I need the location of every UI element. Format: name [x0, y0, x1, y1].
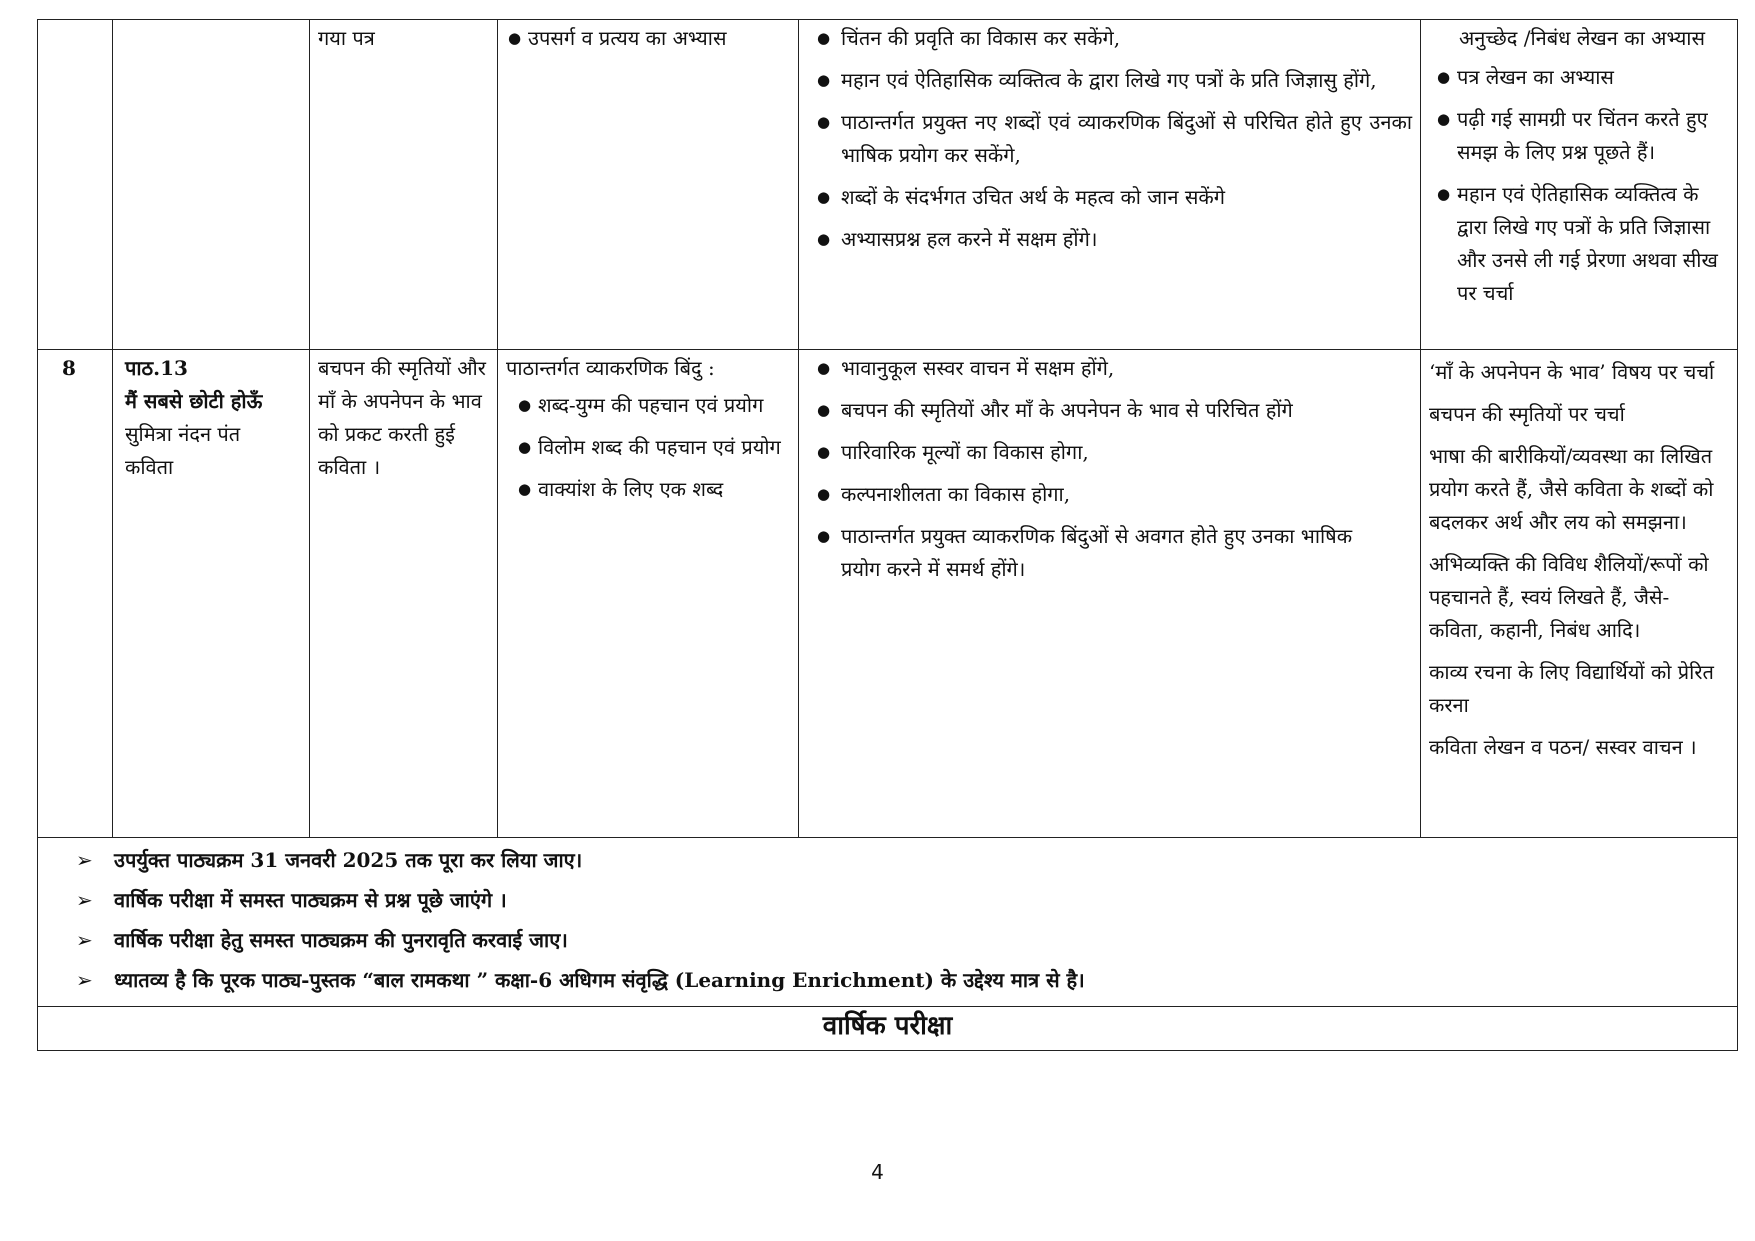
outcome-item: ● शब्दों के संदर्भगत उचित अर्थ के महत्व को जान सकेंगे — [813, 181, 1412, 214]
outcome-item: ● भावानुकूल सस्वर वाचन में सक्षम होंगे, — [813, 352, 1380, 385]
cell-topic — [310, 20, 498, 350]
note-item: ➢ उपर्युक्त पाठ्यक्रम 31 जनवरी 2025 तक पूरा कर लिया जाए। — [76, 840, 1737, 880]
outcome-item: ● पाठान्तर्गत प्रयुक्त व्याकरणिक बिंदुओं से अवगत होते हुए उनका भाषिक प्रयोग करने में समर्थ होंगे। — [813, 520, 1380, 586]
syllabus-table — [37, 19, 1738, 1051]
activity-item: ● पढ़ी गई सामग्री पर चिंतन करते हुए समझ के लिए प्रश्न पूछते हैं। — [1435, 103, 1729, 169]
exam-heading: वार्षिक परीक्षा — [38, 1007, 1738, 1051]
activity-item: ● महान एवं ऐतिहासिक व्यक्तित्व के द्वारा लिखे गए पत्रों के प्रति जिज्ञासा और उनसे ली गई प्रेरणा अथवा सीख पर चर्चा — [1435, 178, 1729, 310]
exam-row — [38, 1007, 1738, 1051]
outcome-item: ● कल्पनाशीलता का विकास होगा, — [813, 478, 1380, 511]
grammar-item: ● विलोम शब्द की पहचान एवं प्रयोग — [516, 431, 790, 464]
activity-item: बचपन की स्मृतियों पर चर्चा — [1429, 402, 1625, 426]
cell-grammar — [498, 350, 799, 838]
activity-item: भाषा की बारीकियों/व्यवस्था का लिखित प्रयोग करते हैं, जैसे कविता के शब्दों को बदलकर अर्थ और लय को समझना। — [1429, 444, 1714, 534]
outcome-item: ● बचपन की स्मृतियों और माँ के अपनेपन के भाव से परिचित होंगे — [813, 394, 1380, 427]
cell-lesson — [113, 350, 310, 838]
lesson-type: कविता — [125, 455, 174, 479]
grammar-item: ● वाक्यांश के लिए एक शब्द — [516, 473, 790, 506]
activity-item: काव्य रचना के लिए विद्यार्थियों को प्रेरित करना — [1429, 660, 1714, 717]
outcome-item: ● महान एवं ऐतिहासिक व्यक्तित्व के द्वारा लिखे गए पत्रों के प्रति जिज्ञासु होंगे, — [813, 64, 1412, 97]
row-number: 8 — [62, 356, 76, 380]
cell-lesson-empty — [113, 20, 310, 350]
page-number: 4 — [871, 1160, 884, 1184]
cell-number-empty — [38, 20, 113, 350]
lesson-author: सुमित्रा नंदन पंत — [125, 422, 241, 446]
cell-activities — [1421, 350, 1738, 838]
topic-text: बचपन की स्मृतियों और माँ के अपनेपन के भाव को प्रकट करती हुई कविता । — [318, 356, 486, 479]
notes-cell — [38, 838, 1738, 1007]
note-item: ➢ वार्षिक परीक्षा हेतु समस्त पाठ्यक्रम की पुनरावृति करवाई जाए। — [76, 920, 1737, 960]
outcome-item: ● पाठान्तर्गत प्रयुक्त नए शब्दों एवं व्याकरणिक बिंदुओं से परिचित होते हुए उनका भाषिक प्रयोग कर सकेंगे, — [813, 106, 1412, 172]
grammar-intro: पाठान्तर्गत व्याकरणिक बिंदु : — [506, 356, 715, 380]
note-item: ➢ ध्यातव्य है कि पूरक पाठ्य-पुस्तक “बाल रामकथा ” कक्षा-6 अधिगम संवृद्धि (Learning Enrichment) के उद्देश्य मात्र से है। — [76, 960, 1737, 1000]
outcome-item: ● चिंतन की प्रवृति का विकास कर सकेंगे, — [813, 22, 1412, 55]
grammar-item: ● उपसर्ग व प्रत्यय का अभ्यास — [506, 22, 790, 55]
cell-activities — [1421, 20, 1738, 350]
lesson-title: मैं सबसे छोटी होऊँ — [125, 389, 263, 413]
outcome-item: ● पारिवारिक मूल्यों का विकास होगा, — [813, 436, 1380, 469]
note-item: ➢ वार्षिक परीक्षा में समस्त पाठ्यक्रम से प्रश्न पूछे जाएंगे । — [76, 880, 1737, 920]
cell-grammar — [498, 20, 799, 350]
table-row-continued — [38, 20, 1738, 350]
activity-item: ‘माँ के अपनेपन के भाव’ विषय पर चर्चा — [1429, 360, 1715, 384]
activity-item: कविता लेखन व पठन/ सस्वर वाचन । — [1429, 735, 1697, 759]
lesson-number: पाठ.13 — [125, 356, 188, 380]
cell-outcomes — [799, 350, 1421, 838]
table-row-8 — [38, 350, 1738, 838]
activity-item: ● पत्र लेखन का अभ्यास — [1435, 61, 1729, 94]
notes-row — [38, 838, 1738, 1007]
activity-intro: अनुच्छेद /निबंध लेखन का अभ्यास — [1459, 26, 1706, 50]
topic-text: गया पत्र — [318, 26, 375, 50]
cell-outcomes — [799, 20, 1421, 350]
cell-topic — [310, 350, 498, 838]
cell-number — [38, 350, 113, 838]
outcome-item: ● अभ्यासप्रश्न हल करने में सक्षम होंगे। — [813, 223, 1412, 256]
activity-item: अभिव्यक्ति की विविध शैलियों/रूपों को पहचानते हैं, स्वयं लिखते हैं, जैसे- कविता, कहानी, निबंध आदि। — [1429, 552, 1709, 642]
grammar-item: ● शब्द-युग्म की पहचान एवं प्रयोग — [516, 389, 790, 422]
